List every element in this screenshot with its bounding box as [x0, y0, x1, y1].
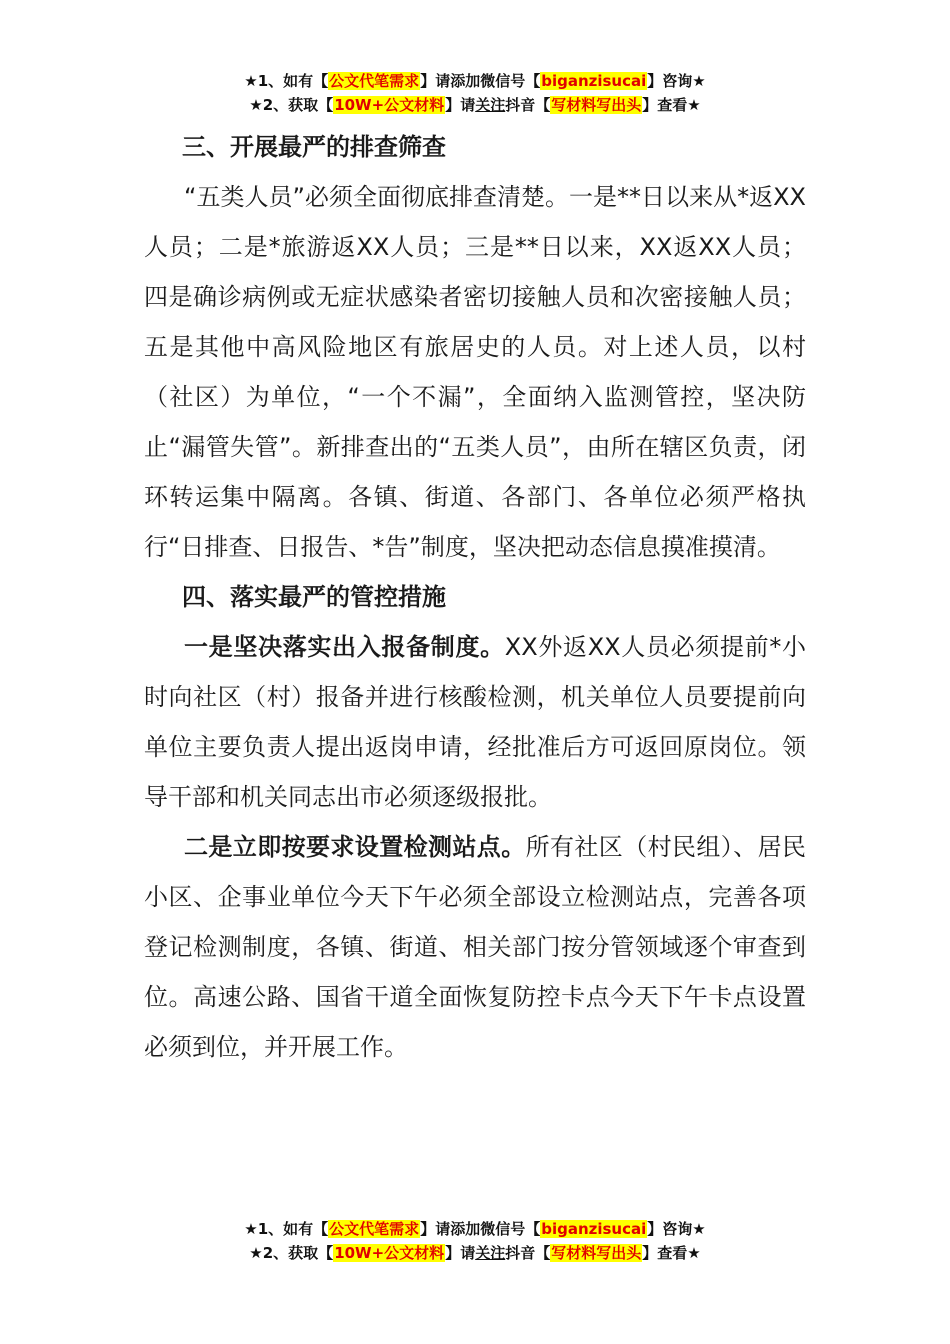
section-4-item-2: 二是立即按要求设置检测站点。所有社区（村民组）、居民小区、企事业单位今天下午必须全部设立检测站点，完善各项登记检测制度，各镇、街道、相关部门按分管领域逐个审查到位。高速公路、国省干道全面恢复防控卡点今天下午卡点设置必须到位，并开展工作。 — [144, 833, 807, 1061]
section-4-item-1: 一是坚决落实出入报备制度。XX外返XX人员必须提前*小时向社区（村）报备并进行核酸检测，机关单位人员要提前向单位主要负责人提出返岗申请，经批准后方可返回原岗位。领导干部和机关同志出市必须逐级报批。 — [144, 633, 807, 811]
section-3-heading: 三、开展最严的排查筛查 — [182, 133, 446, 161]
section-4-heading: 四、落实最严的管控措施 — [182, 583, 446, 611]
footer-banner-line-1: ★1、如有【公文代笔需求】请添加微信号【biganzisucai】咨询★ — [244, 1220, 706, 1238]
highlight-wechat-id: biganzisucai — [541, 72, 647, 90]
highlight-douyin-account: 写材料写出头 — [551, 96, 642, 114]
footer-banner-line-2: ★2、获取【10W+公文材料】请关注抖音【写材料写出头】查看★ — [249, 1244, 701, 1262]
banner-line-1: ★1、如有【公文代笔需求】请添加微信号【biganzisucai】咨询★ — [244, 72, 706, 90]
highlight-ghost-writing: 公文代笔需求 — [329, 72, 420, 90]
banner-line-2: ★2、获取【10W+公文材料】请关注抖音【写材料写出头】查看★ — [249, 96, 701, 114]
document-body — [144, 122, 806, 1072]
header-banner — [0, 69, 950, 117]
footer-banner — [0, 1217, 950, 1265]
highlight-materials: 10W+公文材料 — [334, 96, 445, 114]
section-3-paragraph: “五类人员”必须全面彻底排查清楚。一是**日以来从*返XX人员；二是*旅游返XX人员；三是**日以来，XX返XX人员；四是确诊病例或无症状感染者密切接触人员和次密接触人员；五是其他中高风险地区有旅居史的人员。对上述人员，以村（社区）为单位，“一个不漏”，全面纳入监测管控，坚决防止“漏管失管”。新排查出的“五类人员”，由所在辖区负责，闭环转运集中隔离。各镇、街道、各部门、各单位必须严格执行“日排查、日报告、*告”制度，坚决把动态信息摸准摸清。 — [144, 183, 806, 561]
